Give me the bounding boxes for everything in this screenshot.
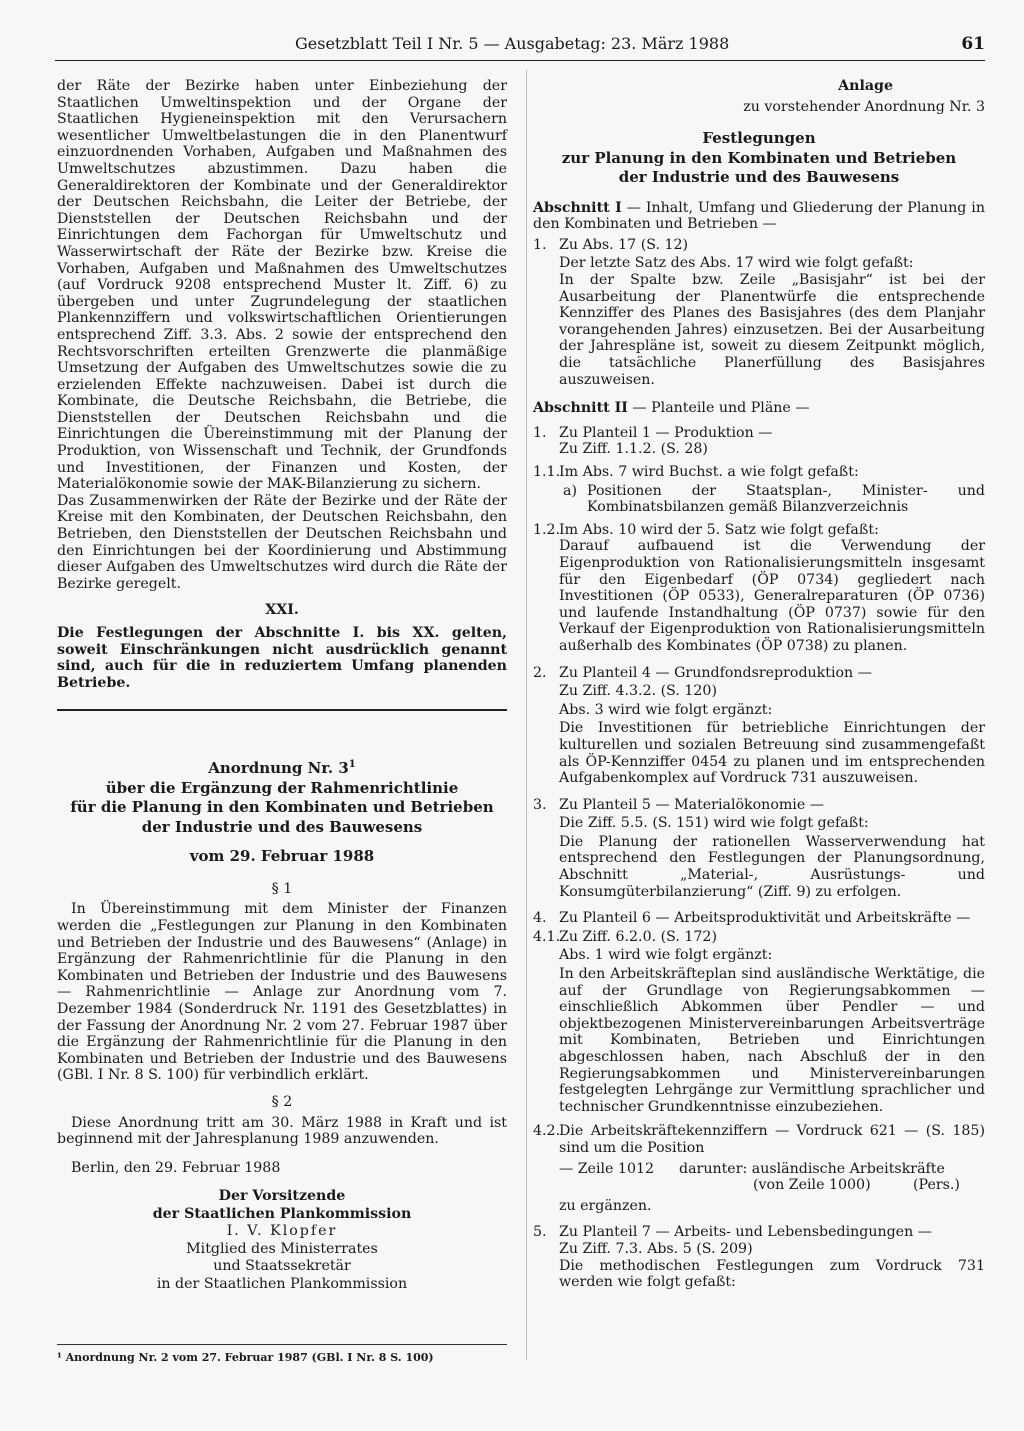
paragraph: Das Zusammenwirken der Räte der Bezirke und der Räte der Kreise mit den Kombinaten, der Deutschen Reichsbahn, den Betrieben, den Dienststellen der Deutschen Reichsbahn und den Einrichtungen bei der Koordinierung und Abstimmung dieser Aufgaben des Umweltschutzes wird durch die Räte der Bezirke geregelt.: [57, 492, 507, 592]
signer-name: I. V. Klopfer: [226, 1223, 338, 1240]
item-text: Im Abs. 10 wird der 5. Satz wie folgt gefaßt:: [559, 521, 879, 538]
place-date: Berlin, den 29. Februar 1988: [71, 1159, 281, 1176]
paragraph: Abs. 3 wird wie folgt ergänzt:: [559, 701, 773, 718]
annex-subtitle: zu vorstehender Anordnung Nr. 3: [743, 98, 985, 115]
header-title: Gesetzblatt Teil I Nr. 5 — Ausgabetag: 23. März 1988: [295, 34, 730, 53]
paragraph: der Räte der Bezirke haben unter Einbeziehung der Staatlichen Umweltinspektion und der Organe der Staatlichen Hygieneinspektion mit den Verursachern wesentlicher Umweltbelastungen die in den Planentwurf einzuordnenden Vorhaben, Aufgaben und Maßnahmen des Umweltschutzes abzustimmen. Dazu haben die Generaldirektoren der Kombinate und der Generaldirektor der Deutschen Reichsbahn, die Leiter der Betriebe, der Dienststellen der Deutschen Reichsbahn und der Einrichtungen dem Fachorgan für Umweltschutz und Wasserwirtschaft der Räte der Bezirke bzw. Kreise die Vorhaben, Aufgaben und Maßnahmen des Umweltschutzes (auf Vordruck 9208 entsprechend Muster lt. Ziff. 6) zu übergeben und unter Zugrundelegung der staatlichen Plankennziffern und volkswirtschaftlichen Orientierungen entsprechend Ziff. 3.3. Abs. 2 sowie der entsprechend den Rechtsvorschriften erteilten Grenzwerte die planmäßige Umsetzung der Aufgaben des Umweltschutzes sowie die zu erzielenden Effekte nachzuweisen. Dabei ist durch die Kombinate, die Deutsche Reichsbahn, die Betriebe, die Dienststellen der Deutschen Reichsbahn und die Einrichtungen die Übereinstimmung mit der Planung der Produktion, von Wissenschaft und Technik, der Grundfonds und Investitionen, der Finanzen und Kosten, der Materialökonomie sowie der MAK-Bilanzierung zu sichern.: [57, 78, 507, 493]
section-text: — Planteile und Pläne —: [627, 400, 810, 417]
footnote-marker: 1: [348, 759, 356, 771]
signature-line: Der Vorsitzende: [218, 1188, 346, 1205]
signature-line: in der Staatlichen Plankommission: [156, 1275, 408, 1292]
table-row: [533, 1161, 985, 1178]
row-text: (von Zeile 1000): [753, 1177, 871, 1194]
list-item: [533, 425, 985, 442]
paragraph: Die Planung der rationellen Wasserverwendung hat entsprechend den Festlegungen der Planungsordnung, Abschnitt „Material-, Ausrüstungs- und Konsumgüterbilanzierung“ (Ziff. 9) zu erfolgen.: [559, 833, 985, 900]
section-heading: [533, 200, 985, 233]
paragraph: Darauf aufbauend ist die Verwendung der Eigenproduktion von Rationalisierungsmitteln insgesamt für den Eigenbedarf (ÖP 0734) gegliedert nach Investitionen (ÖP 0533), Generalreparaturen (ÖP 0736) und laufende Instandhaltung (ÖP 0737) sowie für den Verkauf der Eigenproduktion von Rationalisierungsmitteln außerhalb des Kombinates (ÖP 0738) zu planen.: [559, 538, 985, 654]
footnote: ¹ Anordnung Nr. 2 vom 27. Februar 1987 (GBl. I Nr. 8 S. 100): [57, 1344, 507, 1364]
row-text: darunter: ausländische Arbeitskräfte: [679, 1160, 945, 1177]
annex-title-line: der Industrie und des Bauwesens: [618, 168, 900, 187]
page-header: [55, 30, 985, 61]
right-column: [533, 78, 985, 1291]
ordinance-date: vom 29. Februar 1988: [189, 847, 375, 866]
item-text: Die Arbeitskräftekennziffern — Vordruck 621 — (S. 185) sind um die Position: [559, 1123, 985, 1156]
item-text: Zu Abs. 17 (S. 12): [559, 236, 689, 253]
ordinance-title: [57, 755, 507, 867]
signature-line: und Staatssekretär: [213, 1258, 351, 1275]
ordinance-title-line: für die Planung in den Kombinaten und Betrieben: [70, 798, 494, 817]
item-number: 3.: [533, 796, 547, 813]
item-number: 1.: [533, 424, 547, 441]
annex-title-line: Festlegungen: [702, 129, 816, 148]
list-item: [533, 522, 985, 539]
paragraph: Zu Ziff. 1.1.2. (S. 28): [559, 441, 708, 458]
item-number: 4.: [533, 910, 547, 927]
ordinance-title-line: der Industrie und des Bauwesens: [141, 817, 423, 836]
annex-label: Anlage: [838, 78, 893, 94]
paragraph: Zu Ziff. 7.3. Abs. 5 (S. 209): [559, 1240, 753, 1257]
annex-title-line: zur Planung in den Kombinaten und Betrieben: [561, 148, 957, 167]
item-text: Zu Planteil 5 — Materialökonomie —: [559, 796, 824, 813]
item-text: Positionen der Staatsplan-, Minister- und Kombinatsbilanzen gemäß Bilanzverzeichnis: [587, 482, 985, 516]
item-number: 1.: [533, 236, 547, 253]
item-text: Zu Planteil 6 — Arbeitsproduktivität und Arbeitskräfte —: [559, 910, 971, 927]
item-text: Zu Ziff. 6.2.0. (S. 172): [559, 928, 717, 945]
signature-line: der Staatlichen Plankommission: [152, 1205, 412, 1222]
section-label: Abschnitt I: [533, 199, 622, 216]
paragraph: In Übereinstimmung mit dem Minister der Finanzen werden die „Festlegungen zur Planung in den Kombinaten und Betrieben der Industrie und des Bauwesens“ (Anlage) in Ergänzung der Rahmenrichtlinie für die Planung in den Kombinaten und Betrieben der Industrie und des Bauwesens — Rahmenrichtlinie — Anlage zur Anordnung vom 7. Dezember 1984 (Sonderdruck Nr. 1191 des Gesetzblattes) in der Fassung der Anordnung Nr. 2 vom 27. Februar 1987 über die Ergänzung der Rahmenrichtlinie für die Planung in den Kombinaten und Betrieben der Industrie und des Bauwesens (GBl. I Nr. 8 S. 100) für verbindlich erklärt.: [57, 901, 507, 1084]
section-label: Abschnitt II: [533, 400, 628, 417]
paragraph: Die Ziff. 5.5. (S. 151) wird wie folgt gefaßt:: [559, 815, 869, 832]
item-text: Im Abs. 7 wird Buchst. a wie folgt gefaßt:: [559, 464, 859, 480]
list-item: [533, 1123, 985, 1156]
column-divider: [526, 70, 527, 1360]
list-item: [533, 910, 985, 927]
ordinance-title-line: über die Ergänzung der Rahmenrichtlinie: [105, 778, 459, 797]
left-column: [57, 78, 507, 1293]
list-item: [533, 237, 985, 254]
ordinance-title-line: Anordnung Nr. 3: [208, 759, 349, 778]
item-number: 5.: [533, 1224, 547, 1241]
annex-title: [533, 129, 985, 188]
section-heading: [533, 400, 985, 417]
item-number: 4.1.: [533, 928, 561, 945]
list-item: [533, 464, 985, 481]
paragraph: Abs. 1 wird wie folgt ergänzt:: [559, 947, 773, 964]
paragraph: Die Investitionen für betriebliche Einrichtungen der kulturellen und sozialen Betreuung sind zusammengefaßt als ÖP-Kennziffer 0454 zu planen und im entsprechenden Aufgabenkomplex auf Vordruck 731 auszuweisen.: [559, 720, 985, 787]
paragraph: Der letzte Satz des Abs. 17 wird wie folgt gefaßt:: [559, 255, 914, 272]
table-row: [533, 1177, 985, 1194]
item-number: 1.1.: [533, 464, 561, 480]
list-item: [533, 929, 985, 946]
paragraph: Die methodischen Festlegungen zum Vordruck 731 werden wie folgt gefaßt:: [559, 1257, 985, 1291]
item-number: a): [563, 482, 577, 499]
section-heading: XXI.: [265, 602, 299, 619]
list-subitem: [533, 483, 985, 516]
paragraph-label: § 2: [271, 1094, 293, 1110]
separator-rule: [57, 709, 507, 711]
paragraph: zu ergänzen.: [559, 1197, 652, 1214]
paragraph: In den Arbeitskräfteplan sind ausländische Werktätige, die auf der Grundlage von Regierungsabkommen — einschließlich Abkommen über Pendler — und objektbezogenen Ministervereinbarungen Arbeitsverträge mit Kombinaten, Betrieben und Einrichtungen abgeschlossen haben, nach Abschluß der in den Regierungsabkommen und Ministervereinbarungen festgelegten Lehrgänge zur Vermittlung sprachlicher und technischer Grundkenntnisse einzubeziehen.: [559, 966, 985, 1115]
paragraph: Zu Ziff. 4.3.2. (S. 120): [559, 683, 717, 700]
paragraph: In der Spalte bzw. Zeile „Basisjahr“ ist bei der Ausarbeitung der Planentwürfe die entsprechende Kennziffer des Planes des Basisjahres (des dem Planjahr vorangehenden Jahres) einzusetzen. Bei der Ausarbeitung der Jahrespläne ist, soweit zu diesem Zeitpunkt möglich, die tatsächliche Planerfüllung des Basisjahres auszuweisen.: [559, 272, 985, 388]
row-label: — Zeile 1012: [559, 1160, 655, 1177]
signature-block: [57, 1188, 507, 1293]
paragraph-label: § 1: [271, 880, 293, 897]
item-text: Zu Planteil 7 — Arbeits- und Lebensbedingungen —: [559, 1224, 932, 1241]
item-number: 2.: [533, 664, 547, 681]
item-text: Zu Planteil 4 — Grundfondsreproduktion —: [559, 664, 872, 681]
signature-line: Mitglied des Ministerrates: [186, 1240, 378, 1257]
item-text: Zu Planteil 1 — Produktion —: [559, 424, 773, 441]
list-item: [533, 1224, 985, 1241]
paragraph: Diese Anordnung tritt am 30. März 1988 in Kraft und ist beginnend mit der Jahresplanung 1989 anzuwenden.: [57, 1114, 507, 1148]
section-text: — Inhalt, Umfang und Gliederung der Planung in den Kombinaten und Betrieben —: [533, 199, 985, 233]
paragraph: Die Festlegungen der Abschnitte I. bis XX. gelten, soweit Einschränkungen nicht ausdrücklich genannt sind, auch für die in reduziertem Umfang planenden Betriebe.: [57, 625, 507, 691]
page-number: 61: [961, 34, 985, 54]
item-number: 4.2.: [533, 1123, 561, 1140]
item-number: 1.2.: [533, 521, 561, 538]
list-item: [533, 665, 985, 682]
list-item: [533, 797, 985, 814]
row-unit: (Pers.): [913, 1177, 960, 1194]
